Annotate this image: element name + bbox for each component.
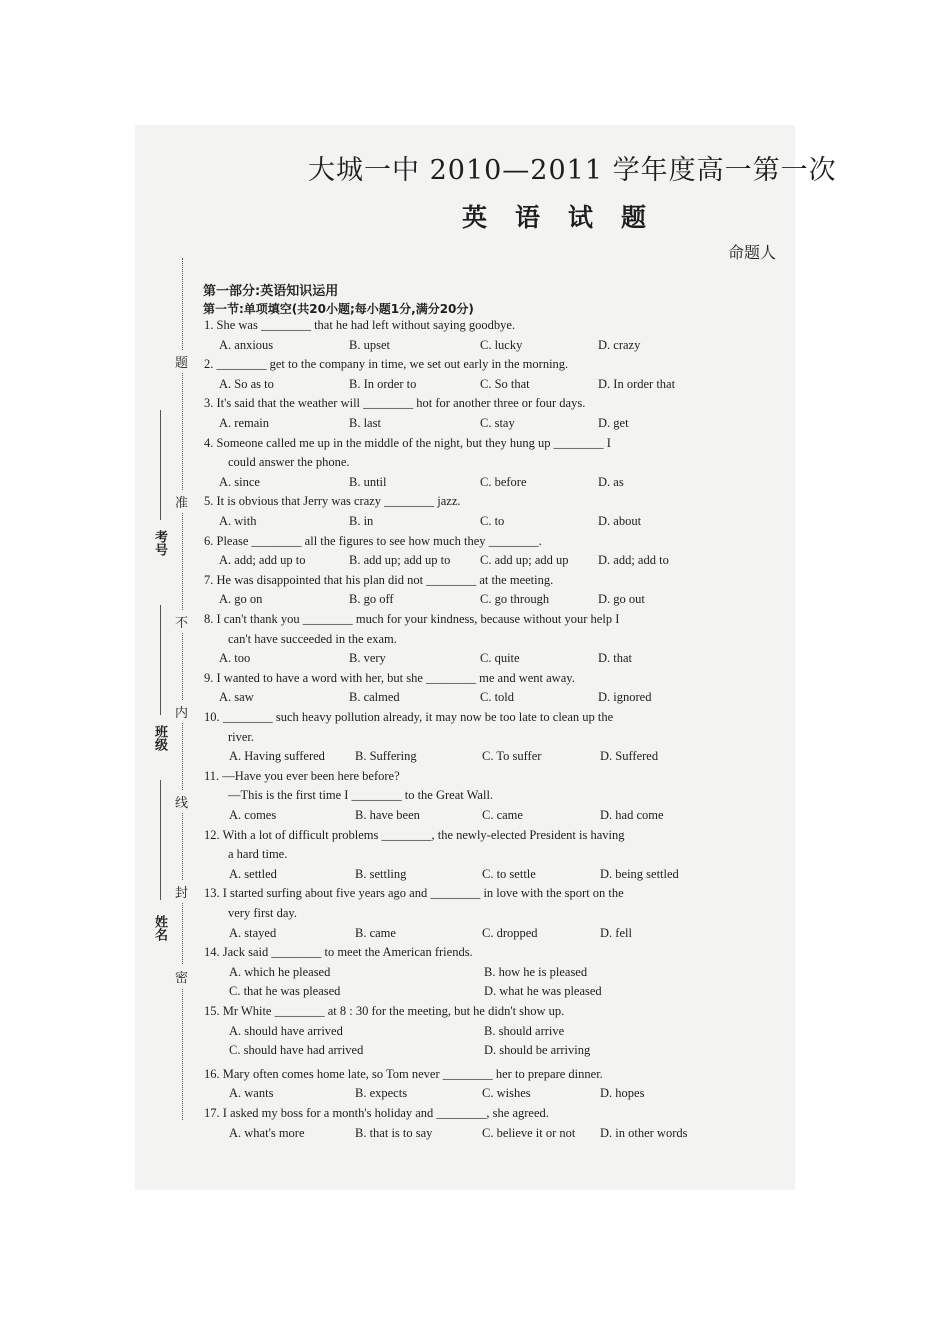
question-text: 2. ________ get to the company in time, we set out early in the morning. — [204, 357, 569, 372]
option-a: A. wants — [229, 1086, 274, 1101]
option-b: B. should arrive — [484, 1023, 565, 1038]
option-c: C. lucky — [480, 337, 523, 352]
binding-line — [182, 258, 183, 1120]
option-a: A. which he pleased — [229, 964, 331, 979]
option-c: C. told — [480, 690, 515, 705]
question-text: —This is the first time I ________ to the Great Wall. — [228, 788, 494, 803]
binding-char: 内 — [175, 700, 188, 723]
question-text: 13. I started surfing about five years ago and ________ in love with the sport on the — [204, 886, 624, 901]
option-b: B. In order to — [349, 376, 417, 391]
option-c: C. stay — [480, 416, 515, 430]
option-a: A. with — [219, 514, 257, 528]
option-b: B. last — [349, 416, 381, 430]
option-b: B. in — [349, 514, 374, 528]
option-c: C. go through — [480, 592, 550, 607]
option-c: C. believe it or not — [482, 1125, 576, 1140]
question-text: 7. He was disappointed that his plan did not ________ at the meeting. — [204, 572, 554, 587]
option-a: A. go on — [219, 592, 263, 607]
option-a: A. comes — [229, 808, 277, 822]
question-text: 4. Someone called me up in the middle of the night, but they hung up ________ I — [204, 435, 611, 450]
option-a: A. what's more — [229, 1125, 305, 1140]
option-b: B. until — [349, 474, 387, 489]
option-c: C. before — [480, 474, 527, 489]
option-a: A. settled — [229, 866, 277, 881]
option-d: D. add; add to — [598, 553, 669, 568]
question-text: 3. It's said that the weather will ________ hot for another three or four days. — [204, 396, 586, 411]
question-text: 9. I wanted to have a word with her, but she ________ me and went away. — [204, 670, 575, 685]
binding-char: 线 — [175, 790, 188, 813]
binding-char: 题 — [175, 350, 188, 373]
field-fill-line — [160, 410, 161, 520]
binding-char: 密 — [175, 965, 188, 988]
option-d: D. that — [598, 651, 633, 666]
option-a: A. anxious — [219, 337, 274, 352]
option-d: D. Suffered — [600, 749, 659, 764]
option-c: C. So that — [480, 376, 530, 391]
exam-subtitle: 英语试题 — [462, 203, 675, 232]
question-text: 15. Mr White ________ at 8 : 30 for the meeting, but he didn't show up. — [204, 1004, 565, 1018]
section-title: 第一节:单项填空(共20小题;每小题1分,满分20分) — [203, 302, 474, 316]
question-text: 12. With a lot of difficult problems ________, the newly-elected President is having — [204, 827, 625, 842]
option-d: D. ignored — [598, 690, 652, 705]
exam-title: 大城一中 2010—2011 学年度高一第一次 — [308, 155, 837, 186]
question-text: 10. ________ such heavy pollution already, it may now be too late to clean up the — [204, 710, 614, 724]
option-c: C. that he was pleased — [229, 984, 341, 999]
option-c: C. quite — [480, 651, 520, 666]
option-b: B. go off — [349, 592, 394, 607]
option-a: A. since — [219, 474, 260, 489]
question-text: 16. Mary often comes home late, so Tom never ________ her to prepare dinner. — [204, 1066, 603, 1081]
option-d: D. in other words — [600, 1125, 688, 1140]
binding-char: 不 — [175, 610, 188, 633]
option-d: D. about — [598, 514, 642, 528]
option-d: D. should be arriving — [484, 1043, 591, 1058]
option-c: C. came — [482, 808, 523, 822]
option-c: C. wishes — [482, 1086, 531, 1101]
question-text: river. — [228, 729, 255, 744]
question-text: 1. She was ________ that he had left without saying goodbye. — [204, 318, 516, 332]
binding-char: 封 — [175, 880, 188, 903]
option-d: D. being settled — [600, 866, 679, 881]
option-c: C. dropped — [482, 925, 538, 940]
field-label: 考号 — [152, 530, 167, 556]
question-text: can't have succeeded in the exam. — [228, 631, 397, 646]
question-text: 14. Jack said ________ to meet the American friends. — [204, 945, 473, 960]
option-d: D. had come — [600, 808, 664, 822]
option-b: B. add up; add up to — [349, 553, 451, 568]
question-text: 5. It is obvious that Jerry was crazy ________ jazz. — [204, 494, 461, 509]
option-b: B. upset — [349, 337, 390, 352]
option-d: D. as — [598, 474, 624, 489]
question-text: very first day. — [228, 906, 297, 920]
field-label: 班级 — [152, 725, 167, 751]
option-c: C. To suffer — [482, 749, 542, 764]
option-d: D. get — [598, 416, 629, 430]
option-b: B. how he is pleased — [484, 964, 588, 979]
option-d: D. fell — [600, 925, 632, 940]
option-b: B. have been — [355, 808, 420, 822]
field-fill-line — [160, 605, 161, 715]
author-label: 命题人 — [728, 243, 777, 262]
option-c: C. to settle — [482, 866, 536, 881]
question-text: 11. —Have you ever been here before? — [204, 768, 400, 783]
option-b: B. expects — [355, 1086, 408, 1101]
question-text: a hard time. — [228, 847, 288, 862]
option-b: B. settling — [355, 866, 407, 881]
option-b: B. came — [355, 925, 396, 940]
option-d: D. In order that — [598, 376, 676, 391]
option-c: C. to — [480, 514, 505, 528]
option-d: D. hopes — [600, 1086, 645, 1101]
field-fill-line — [160, 780, 161, 900]
option-a: A. stayed — [229, 925, 277, 940]
option-d: D. crazy — [598, 337, 641, 352]
question-text: 17. I asked my boss for a month's holiday and ________, she agreed. — [204, 1106, 549, 1120]
option-b: B. Suffering — [355, 749, 417, 764]
question-text: 6. Please ________ all the figures to see how much they ________. — [204, 533, 542, 548]
option-a: A. add; add up to — [219, 553, 306, 568]
option-a: A. remain — [219, 416, 269, 430]
binding-char: 准 — [175, 490, 188, 513]
question-text: could answer the phone. — [228, 455, 350, 470]
option-a: A. should have arrived — [229, 1023, 343, 1038]
field-label: 姓名 — [152, 915, 167, 941]
option-a: A. too — [219, 651, 251, 666]
option-a: A. Having suffered — [229, 749, 325, 764]
option-b: B. that is to say — [355, 1125, 433, 1140]
option-d: D. what he was pleased — [484, 984, 602, 999]
part-title: 第一部分:英语知识运用 — [203, 284, 339, 299]
option-b: B. very — [349, 651, 386, 666]
option-a: A. So as to — [219, 376, 274, 391]
option-a: A. saw — [219, 690, 254, 705]
option-c: C. add up; add up — [480, 553, 569, 568]
option-d: D. go out — [598, 592, 645, 607]
option-c: C. should have had arrived — [229, 1043, 364, 1058]
question-text: 8. I can't thank you ________ much for your kindness, because without your help I — [204, 612, 620, 626]
option-b: B. calmed — [349, 690, 400, 705]
